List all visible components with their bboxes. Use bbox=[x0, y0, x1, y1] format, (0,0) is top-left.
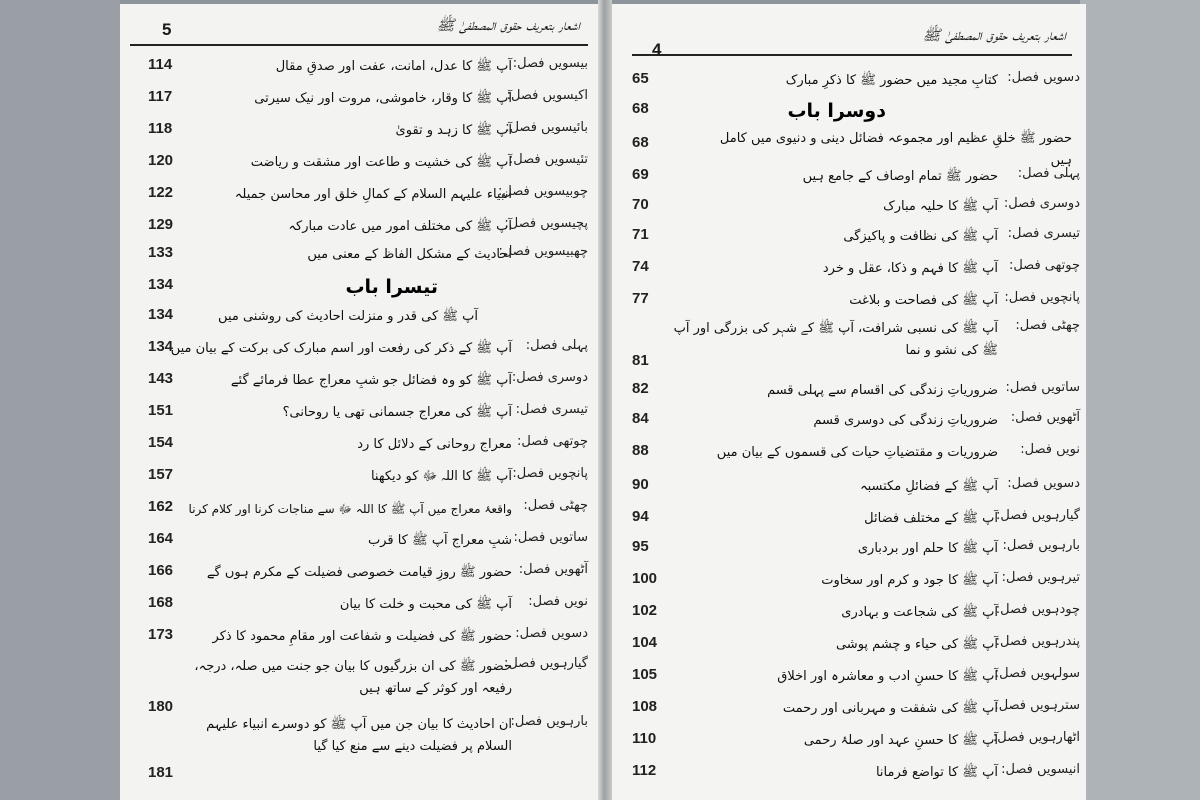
running-head bbox=[632, 26, 1072, 59]
page-ref: 180 bbox=[148, 698, 174, 715]
entry-title: آپ ﷺ کی خشیت و طاعت اور مشقت و ریاضت bbox=[250, 155, 512, 170]
section-label: نویں فصل: bbox=[528, 594, 588, 609]
entry-title: آپ ﷺ کے فضائلِ مکتسبہ bbox=[859, 479, 998, 494]
page-ref: 120 bbox=[148, 152, 174, 169]
page-ref: 105 bbox=[632, 666, 658, 683]
running-head bbox=[130, 16, 588, 46]
entry-title: آپ ﷺ کی معراج جسمانی تھی یا روحانی؟ bbox=[282, 405, 512, 420]
page-ref: 122 bbox=[148, 184, 174, 201]
entry-title: آپ ﷺ کا عدل، امانت، عفت اور صدقِ مقال bbox=[275, 59, 512, 74]
section-label: آٹھویں فصل: bbox=[518, 562, 588, 577]
section-label: بائیسویں فصل: bbox=[505, 120, 588, 135]
page-ref: 65 bbox=[632, 70, 649, 87]
section-label: پہلی فصل: bbox=[1017, 166, 1080, 181]
page-ref: 71 bbox=[632, 226, 649, 243]
section-label: چوتھی فصل: bbox=[1008, 258, 1080, 273]
page-ref: 157 bbox=[148, 466, 174, 483]
section-label: سولہویں فصل: bbox=[994, 666, 1080, 681]
section-label: بارہویں فصل: bbox=[510, 714, 588, 729]
page-ref: 173 bbox=[148, 626, 174, 643]
page-ref: 129 bbox=[148, 216, 174, 233]
entry-title: آپ ﷺ کی محبت و خلت کا بیان bbox=[339, 597, 512, 612]
entry-title: آپ ﷺ کی مختلف امور میں عادت مبارکہ bbox=[288, 219, 512, 234]
entry-title: آپ ﷺ کا حسنِ عہد اور صلۂ رحمی bbox=[803, 733, 998, 748]
running-head-title: اشعار بتعریف حقوق المصطفیٰ ﷺ bbox=[436, 16, 580, 34]
section-label: پانچویں فصل: bbox=[1004, 290, 1080, 305]
entry-title: کتابِ مجید میں حضور ﷺ کا ذکرِ مبارک bbox=[785, 73, 998, 88]
section-label: چھٹی فصل: bbox=[523, 498, 588, 513]
page-ref: 95 bbox=[632, 538, 649, 555]
section-label: تئیسویں فصل: bbox=[508, 152, 588, 167]
page-ref: 94 bbox=[632, 508, 649, 525]
page-ref: 108 bbox=[632, 698, 658, 715]
page-ref: 100 bbox=[632, 570, 658, 587]
page-ref: 181 bbox=[148, 764, 174, 781]
section-label: پندرہویں فصل: bbox=[995, 634, 1080, 649]
section-label: گیارہویں فصل: bbox=[995, 508, 1080, 523]
section-label: آٹھویں فصل: bbox=[1010, 410, 1080, 425]
running-head-title: اشعار بتعریف حقوق المصطفیٰ ﷺ bbox=[922, 26, 1066, 44]
section-label: دوسری فصل: bbox=[1003, 196, 1080, 211]
page-ref: 68 bbox=[632, 134, 649, 151]
page-ref: 162 bbox=[148, 498, 174, 515]
page-ref: 168 bbox=[148, 594, 174, 611]
section-label: چوتھی فصل: bbox=[516, 434, 588, 449]
section-label: چوبیسویں فصل: bbox=[498, 184, 588, 199]
section-label: دسویں فصل: bbox=[1007, 476, 1080, 491]
chapter-intro: حضور ﷺ خلقِ عظیم اور مجموعہ فضائل دینی و دنیوی میں کامل ہیں bbox=[719, 131, 1072, 168]
entry-title: معراج روحانی کے دلائل کا رد bbox=[357, 437, 512, 452]
background-right bbox=[1080, 0, 1200, 800]
section-label: بیسویں فصل: bbox=[512, 56, 588, 71]
chapter-heading: تیسرا باب bbox=[345, 276, 438, 298]
page-ref: 82 bbox=[632, 380, 649, 397]
section-label: گیارہویں فصل: bbox=[503, 656, 588, 671]
page-ref: 70 bbox=[632, 196, 649, 213]
entry-title: حضور ﷺ کی فضیلت و شفاعت اور مقامِ محمود کا ذکر bbox=[212, 629, 512, 644]
page-ref: 110 bbox=[632, 730, 657, 747]
page-ref: 134 bbox=[148, 276, 174, 293]
page-ref: 166 bbox=[148, 562, 174, 579]
section-label: ساتویں فصل: bbox=[513, 530, 588, 545]
entry-title: آپ ﷺ کو وہ فضائل جو شبِ معراج عطا فرمائے گئے bbox=[230, 373, 512, 388]
page-ref: 88 bbox=[632, 442, 649, 459]
section-label: دسویں فصل: bbox=[1007, 70, 1080, 85]
entry-title: حضور ﷺ روزِ قیامت خصوصی فضیلت کے مکرم ہوں گے bbox=[206, 565, 512, 580]
section-label: ساتویں فصل: bbox=[1005, 380, 1080, 395]
page-ref: 154 bbox=[148, 434, 174, 451]
page-ref: 84 bbox=[632, 410, 649, 427]
page-ref: 117 bbox=[148, 88, 173, 105]
entry-title: حضور ﷺ کی ان بزرگیوں کا بیان جو جنت میں صلہ، درجہ، رفیعہ اور کوثر کے ساتھ ہیں bbox=[194, 659, 512, 696]
entry-title: آپ ﷺ کی حیاء و چشم پوشی bbox=[835, 637, 998, 652]
entry-title: ان احادیث کا بیان جن میں آپ ﷺ کو دوسرے انبیاء علیہم السلام پر فضیلت دینے سے منع کیا گیا bbox=[206, 717, 512, 754]
entry-title: شبِ معراج آپ ﷺ کا قرب bbox=[367, 533, 512, 548]
section-label: پچیسویں فصل: bbox=[504, 216, 588, 231]
page-ref: 112 bbox=[632, 762, 657, 779]
entry-title: آپ ﷺ کے مختلف فضائل bbox=[864, 511, 998, 526]
entry-title: آپ ﷺ کا حلم اور بردباری bbox=[857, 541, 998, 556]
page-ref: 68 bbox=[632, 100, 649, 117]
page-ref: 134 bbox=[148, 338, 174, 355]
section-label: انیسویں فصل: bbox=[1001, 762, 1080, 777]
entry-title: آپ ﷺ کی نسبی شرافت، آپ ﷺ کے شہر کی بزرگی اور آپ ﷺ کی نشو و نما bbox=[673, 321, 998, 358]
section-label: چھبیسویں فصل: bbox=[498, 244, 588, 259]
page-ref: 118 bbox=[148, 120, 173, 137]
entry-title: آپ ﷺ کے ذکر کی رفعت اور اسم مبارک کی برکت کے بیان میں bbox=[170, 341, 512, 356]
page-ref: 90 bbox=[632, 476, 649, 493]
page-ref: 164 bbox=[148, 530, 174, 547]
section-label: اکیسویں فصل: bbox=[506, 88, 588, 103]
page-ref: 81 bbox=[632, 352, 649, 369]
entry-title: آپ ﷺ کی شجاعت و بہادری bbox=[841, 605, 998, 620]
page-ref: 134 bbox=[148, 306, 174, 323]
page-ref: 102 bbox=[632, 602, 658, 619]
entry-title: انبیاء علیہم السلام کے کمالِ خلق اور محاسن جمیلہ bbox=[234, 187, 512, 202]
section-label: دوسری فصل: bbox=[511, 370, 588, 385]
page-number: 5 bbox=[162, 20, 172, 39]
entry-title: آپ ﷺ کا جود و کرم اور سخاوت bbox=[821, 573, 998, 588]
page-ref: 114 bbox=[148, 56, 173, 73]
entry-title: آپ ﷺ کا تواضع فرمانا bbox=[875, 765, 998, 780]
entry-title: آپ ﷺ کا وقار، خاموشی، مروت اور نیک سیرتی bbox=[254, 91, 512, 106]
section-label: بارہویں فصل: bbox=[1002, 538, 1080, 553]
left-page bbox=[120, 4, 598, 800]
page-number: 4 bbox=[652, 40, 662, 59]
section-label: تیرہویں فصل: bbox=[1001, 570, 1080, 585]
chapter-intro: آپ ﷺ کی قدر و منزلت احادیث کی روشنی میں bbox=[218, 309, 478, 324]
section-label: تیسری فصل: bbox=[515, 402, 588, 417]
chapter-heading: دوسرا باب bbox=[787, 100, 886, 122]
book-gutter bbox=[598, 0, 612, 800]
section-label: دسویں فصل: bbox=[515, 626, 588, 641]
entry-title: ضروریاتِ زندگی کی اقسام سے پہلی قسم bbox=[767, 383, 998, 398]
section-label: پانچویں فصل: bbox=[512, 466, 588, 481]
section-label: نویں فصل: bbox=[1020, 442, 1080, 457]
entry-title: ضروریات و مقتضیاتِ حیات کی قسموں کے بیان میں bbox=[716, 445, 998, 460]
section-label: پہلی فصل: bbox=[525, 338, 588, 353]
entry-title: آپ ﷺ کی شفقت و مہربانی اور رحمت bbox=[782, 701, 998, 716]
page-ref: 77 bbox=[632, 290, 649, 307]
entry-title: آپ ﷺ کا فہم و ذکا، عقل و خرد bbox=[822, 261, 998, 276]
entry-title: آپ ﷺ کا زہد و تقویٰ bbox=[395, 123, 512, 138]
background-left bbox=[0, 0, 120, 800]
entry-title: آپ ﷺ کا حسنِ ادب و معاشرہ اور اخلاق bbox=[777, 669, 998, 684]
page-ref: 133 bbox=[148, 244, 174, 261]
page-ref: 69 bbox=[632, 166, 649, 183]
section-label: چھٹی فصل: bbox=[1015, 318, 1080, 333]
entry-title: احادیث کے مشکل الفاظ کے معنی میں bbox=[307, 247, 512, 262]
page-ref: 143 bbox=[148, 370, 174, 387]
page-ref: 74 bbox=[632, 258, 649, 275]
entry-title: آپ ﷺ کی فصاحت و بلاغت bbox=[849, 293, 998, 308]
entry-title: واقعۂ معراج میں آپ ﷺ کا اللہ ﷻ سے مناجات کرنا اور کلام کرنا bbox=[188, 502, 512, 516]
entry-title: حضور ﷺ تمام اوصاف کے جامع ہیں bbox=[802, 169, 998, 184]
page-ref: 151 bbox=[148, 402, 174, 419]
entry-title: آپ ﷺ کی نظافت و پاکیزگی bbox=[843, 229, 998, 244]
section-label: چودہویں فصل: bbox=[995, 602, 1080, 617]
page-ref: 104 bbox=[632, 634, 658, 651]
entry-title: آپ ﷺ کا اللہ ﷻ کو دیکھنا bbox=[370, 469, 512, 484]
section-label: سترہویں فصل: bbox=[994, 698, 1080, 713]
entry-title: ضروریاتِ زندگی کی دوسری قسم bbox=[813, 413, 998, 428]
section-label: اٹھارہویں فصل: bbox=[992, 730, 1080, 745]
section-label: تیسری فصل: bbox=[1007, 226, 1080, 241]
right-page bbox=[612, 4, 1086, 800]
entry-title: آپ ﷺ کا حلیہ مبارک bbox=[883, 199, 998, 214]
